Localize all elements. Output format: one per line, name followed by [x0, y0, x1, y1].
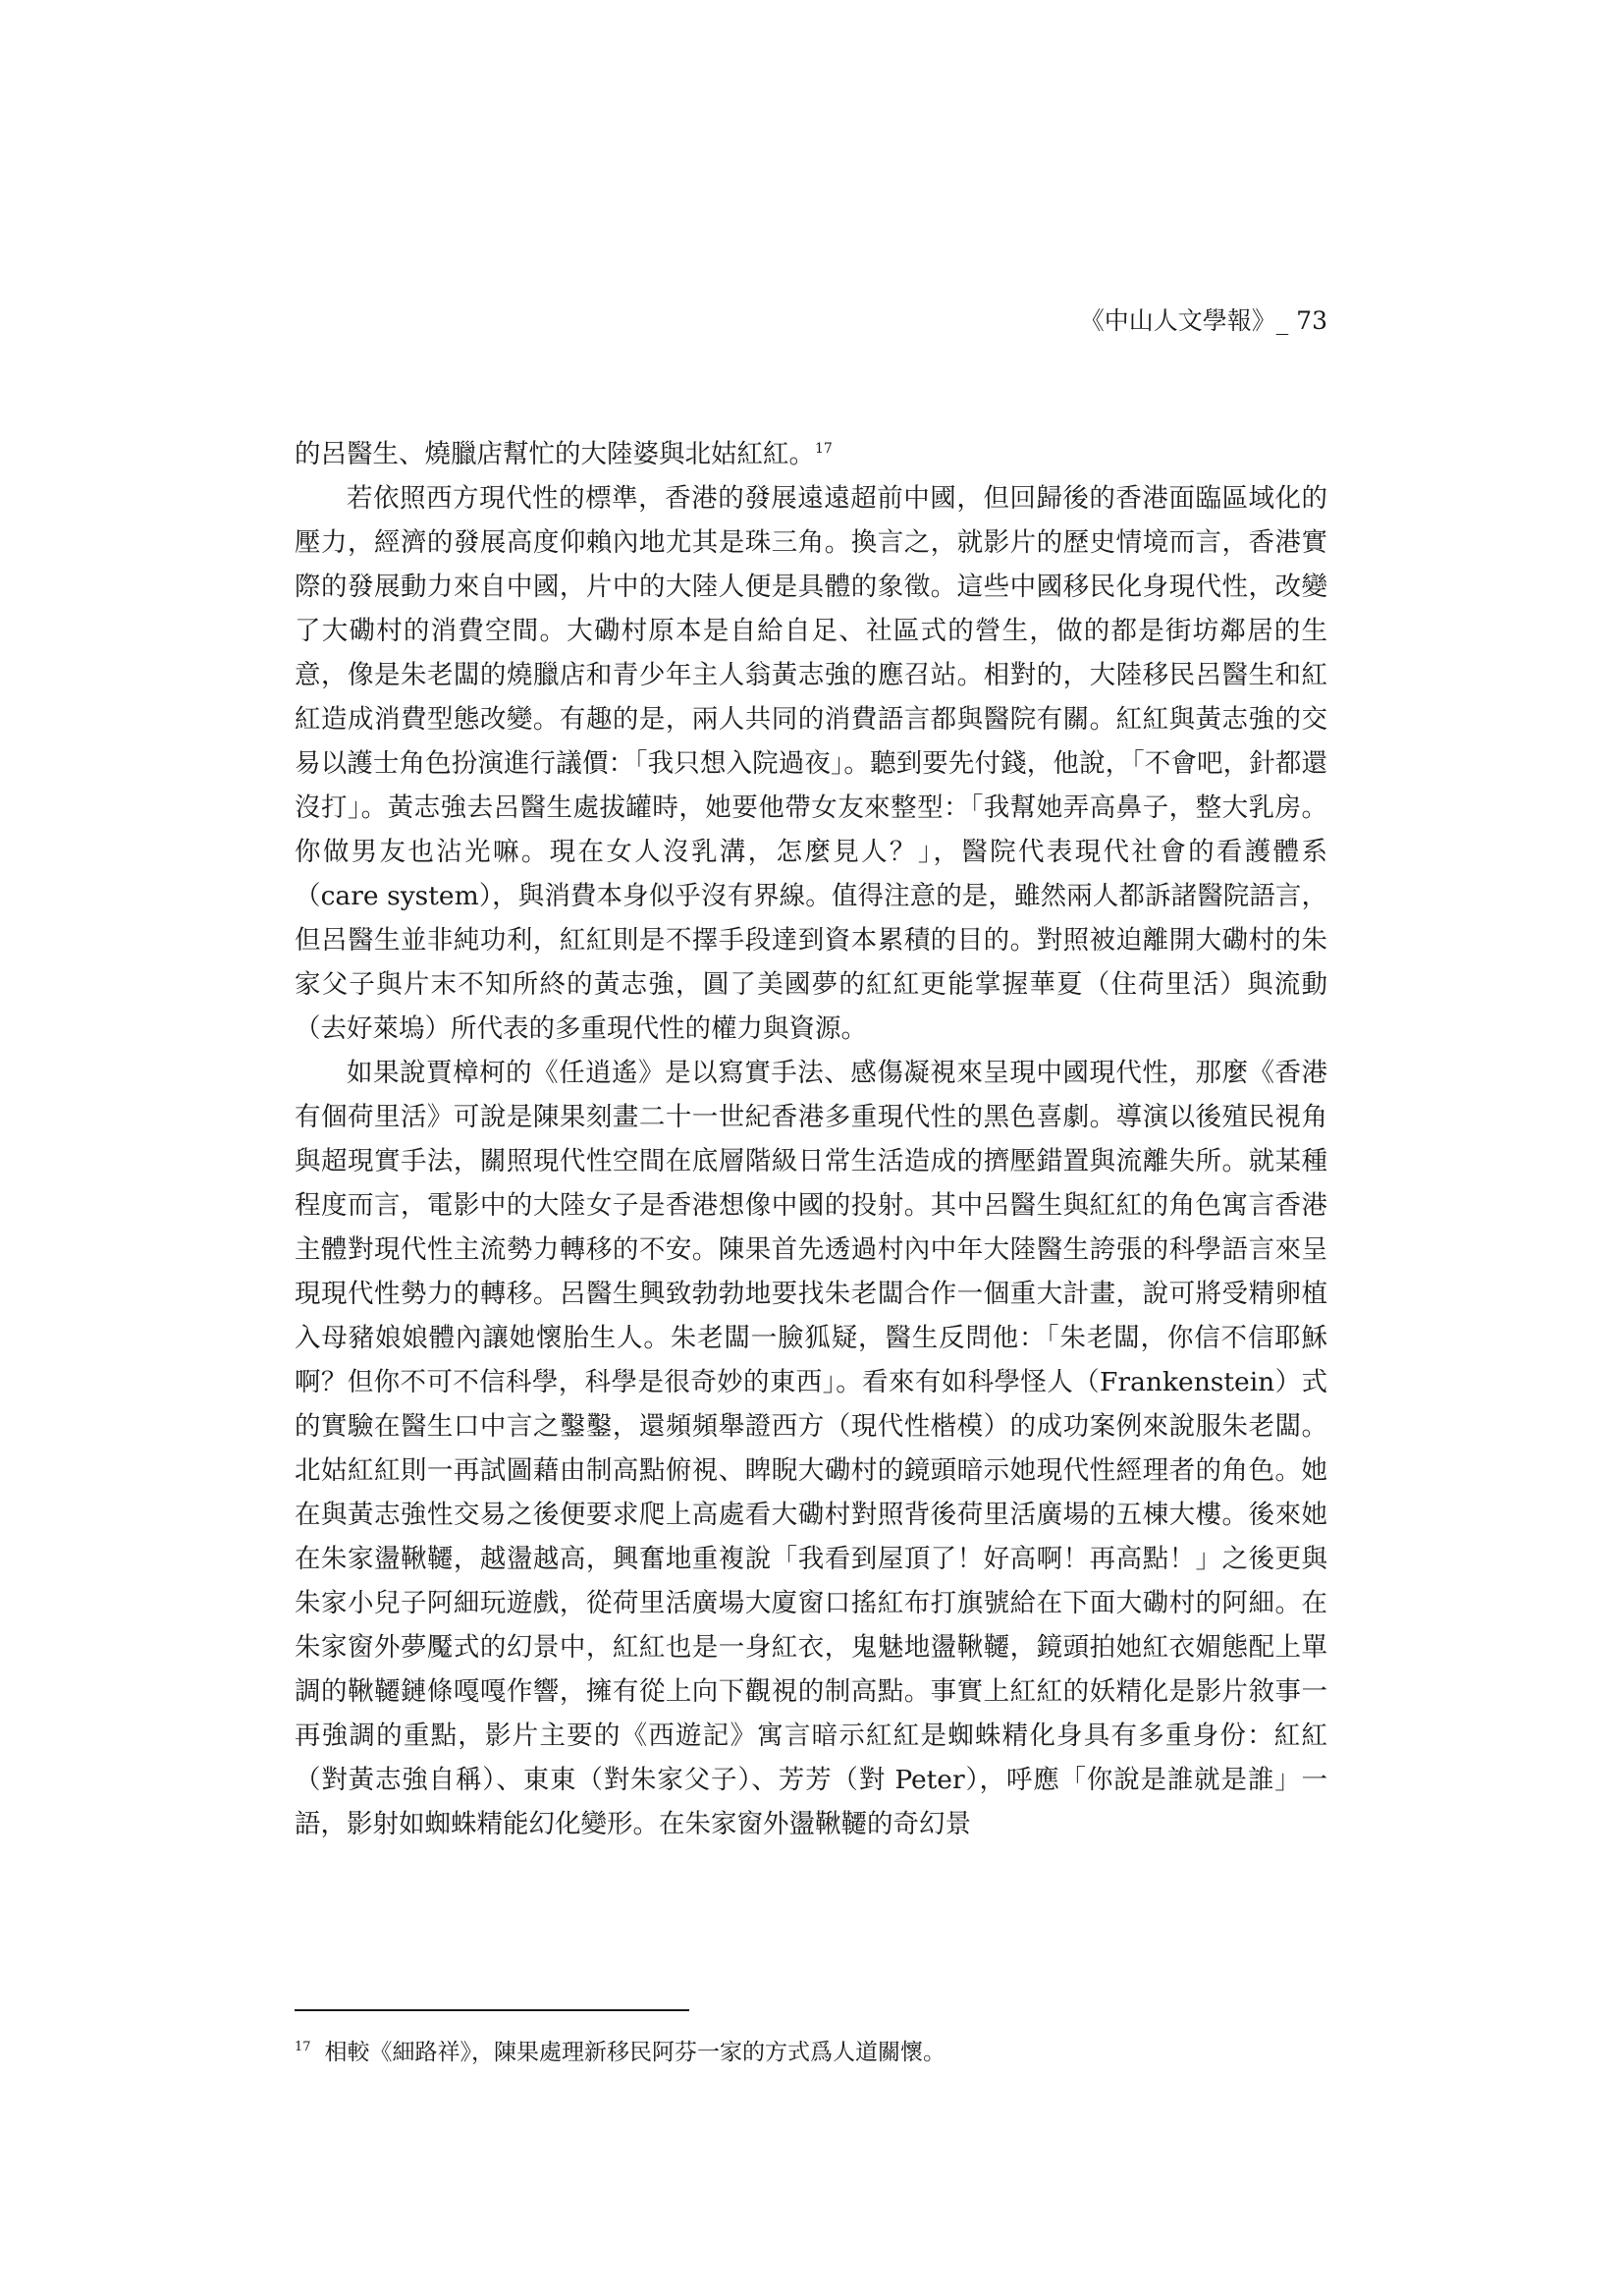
footnote-text: 相較《細路祥》，陳果處理新移民阿芬一家的方式爲人道關懷。: [324, 2040, 946, 2065]
paragraph-1-text: 的呂醫生、燒臘店幫忙的大陸婆與北姑紅紅。: [295, 439, 815, 469]
paragraph-2: 若依照西方現代性的標準，香港的發展遠遠超前中國，但回歸後的香港面臨區域化的壓力，經濟的發展高度仰賴內地尤其是珠三角。換言之，就影片的歷史情境而言，香港實際的發展動力來自中國，片中的大陸人便是具體的象徵。這些中國移民化身現代性，改變了大磡村的消費空間。大磡村原本是自給自足、社區式的營生，做的都是街坊鄰居的生意，像是朱老闆的燒臘店和青少年主人翁黃志強的應召站。相對的，大陸移民呂醫生和紅紅造成消費型態改變。有趣的是，兩人共同的消費語言都與醫院有關。紅紅與黃志強的交易以護士角色扮演進行議價：「我只想入院過夜」。聽到要先付錢，他說，「不會吧，針都還沒打」。黃志強去呂醫生處拔罐時，她要他帶女友來整型：「我幫她弄高鼻子，整大乳房。你做男友也沾光嘛。現在女人沒乳溝，怎麼見人？」，醫院代表現代社會的看護體系（care system），與消費本身似乎沒有界線。值得注意的是，雖然兩人都訴諸醫院語言，但呂醫生並非純功利，紅紅則是不擇手段達到資本累積的目的。對照被迫離開大磡村的朱家父子與片末不知所終的黃志強，圓了美國夢的紅紅更能掌握華夏（住荷里活）與流動（去好萊塢）所代表的多重現代性的權力與資源。: [295, 483, 1327, 1044]
footnote-reference: 17: [815, 441, 833, 458]
footnote-number: 17: [295, 2040, 311, 2055]
paragraph-continued: [295, 432, 1327, 476]
footnote: [295, 2036, 1327, 2069]
footnote-divider: [295, 2009, 689, 2011]
body-text: [295, 432, 1327, 1846]
running-header: 《中山人文學報》_ 73: [1079, 306, 1327, 335]
paragraph-3: 如果說賈樟柯的《任逍遙》是以寫實手法、感傷凝視來呈現中國現代性，那麼《香港有個荷里活》可說是陳果刻畫二十一世紀香港多重現代性的黑色喜劇。導演以後殖民視角與超現實手法，關照現代性空間在底層階級日常生活造成的擠壓錯置與流離失所。就某種程度而言，電影中的大陸女子是香港想像中國的投射。其中呂醫生與紅紅的角色寓言香港主體對現代性主流勢力轉移的不安。陳果首先透過村內中年大陸醫生誇張的科學語言來呈現現代性勢力的轉移。呂醫生興致勃勃地要找朱老闆合作一個重大計畫，說可將受精卵植入母豬娘娘體內讓她懷胎生人。朱老闆一臉狐疑，醫生反問他：「朱老闆，你信不信耶穌啊？但你不可不信科學，科學是很奇妙的東西」。看來有如科學怪人（Frankenstein）式的實驗在醫生口中言之鑿鑿，還頻頻舉證西方（現代性楷模）的成功案例來說服朱老闆。北姑紅紅則一再試圖藉由制高點俯視、睥睨大磡村的鏡頭暗示她現代性經理者的角色。她在與黃志強性交易之後便要求爬上高處看大磡村對照背後荷里活廣場的五棟大樓。後來她在朱家盪鞦韆，越盪越高，興奮地重複說「我看到屋頂了！好高啊！再高點！」之後更與朱家小兒子阿細玩遊戲，從荷里活廣場大廈窗口搖紅布打旗號給在下面大磡村的阿細。在朱家窗外夢魘式的幻景中，紅紅也是一身紅衣，鬼魅地盪鞦韆，鏡頭拍她紅衣媚態配上單調的鞦韆鏈條嘎嘎作響，擁有從上向下觀視的制高點。事實上紅紅的妖精化是影片敘事一再強調的重點，影片主要的《西遊記》寓言暗示紅紅是蜘蛛精化身具有多重身份：紅紅（對黃志強自稱）、東東（對朱家父子）、芳芳（對 Peter），呼應「你說是誰就是誰」一語，影射如蜘蛛精能幻化變形。在朱家窗外盪鞦韆的奇幻景: [295, 1058, 1327, 1839]
